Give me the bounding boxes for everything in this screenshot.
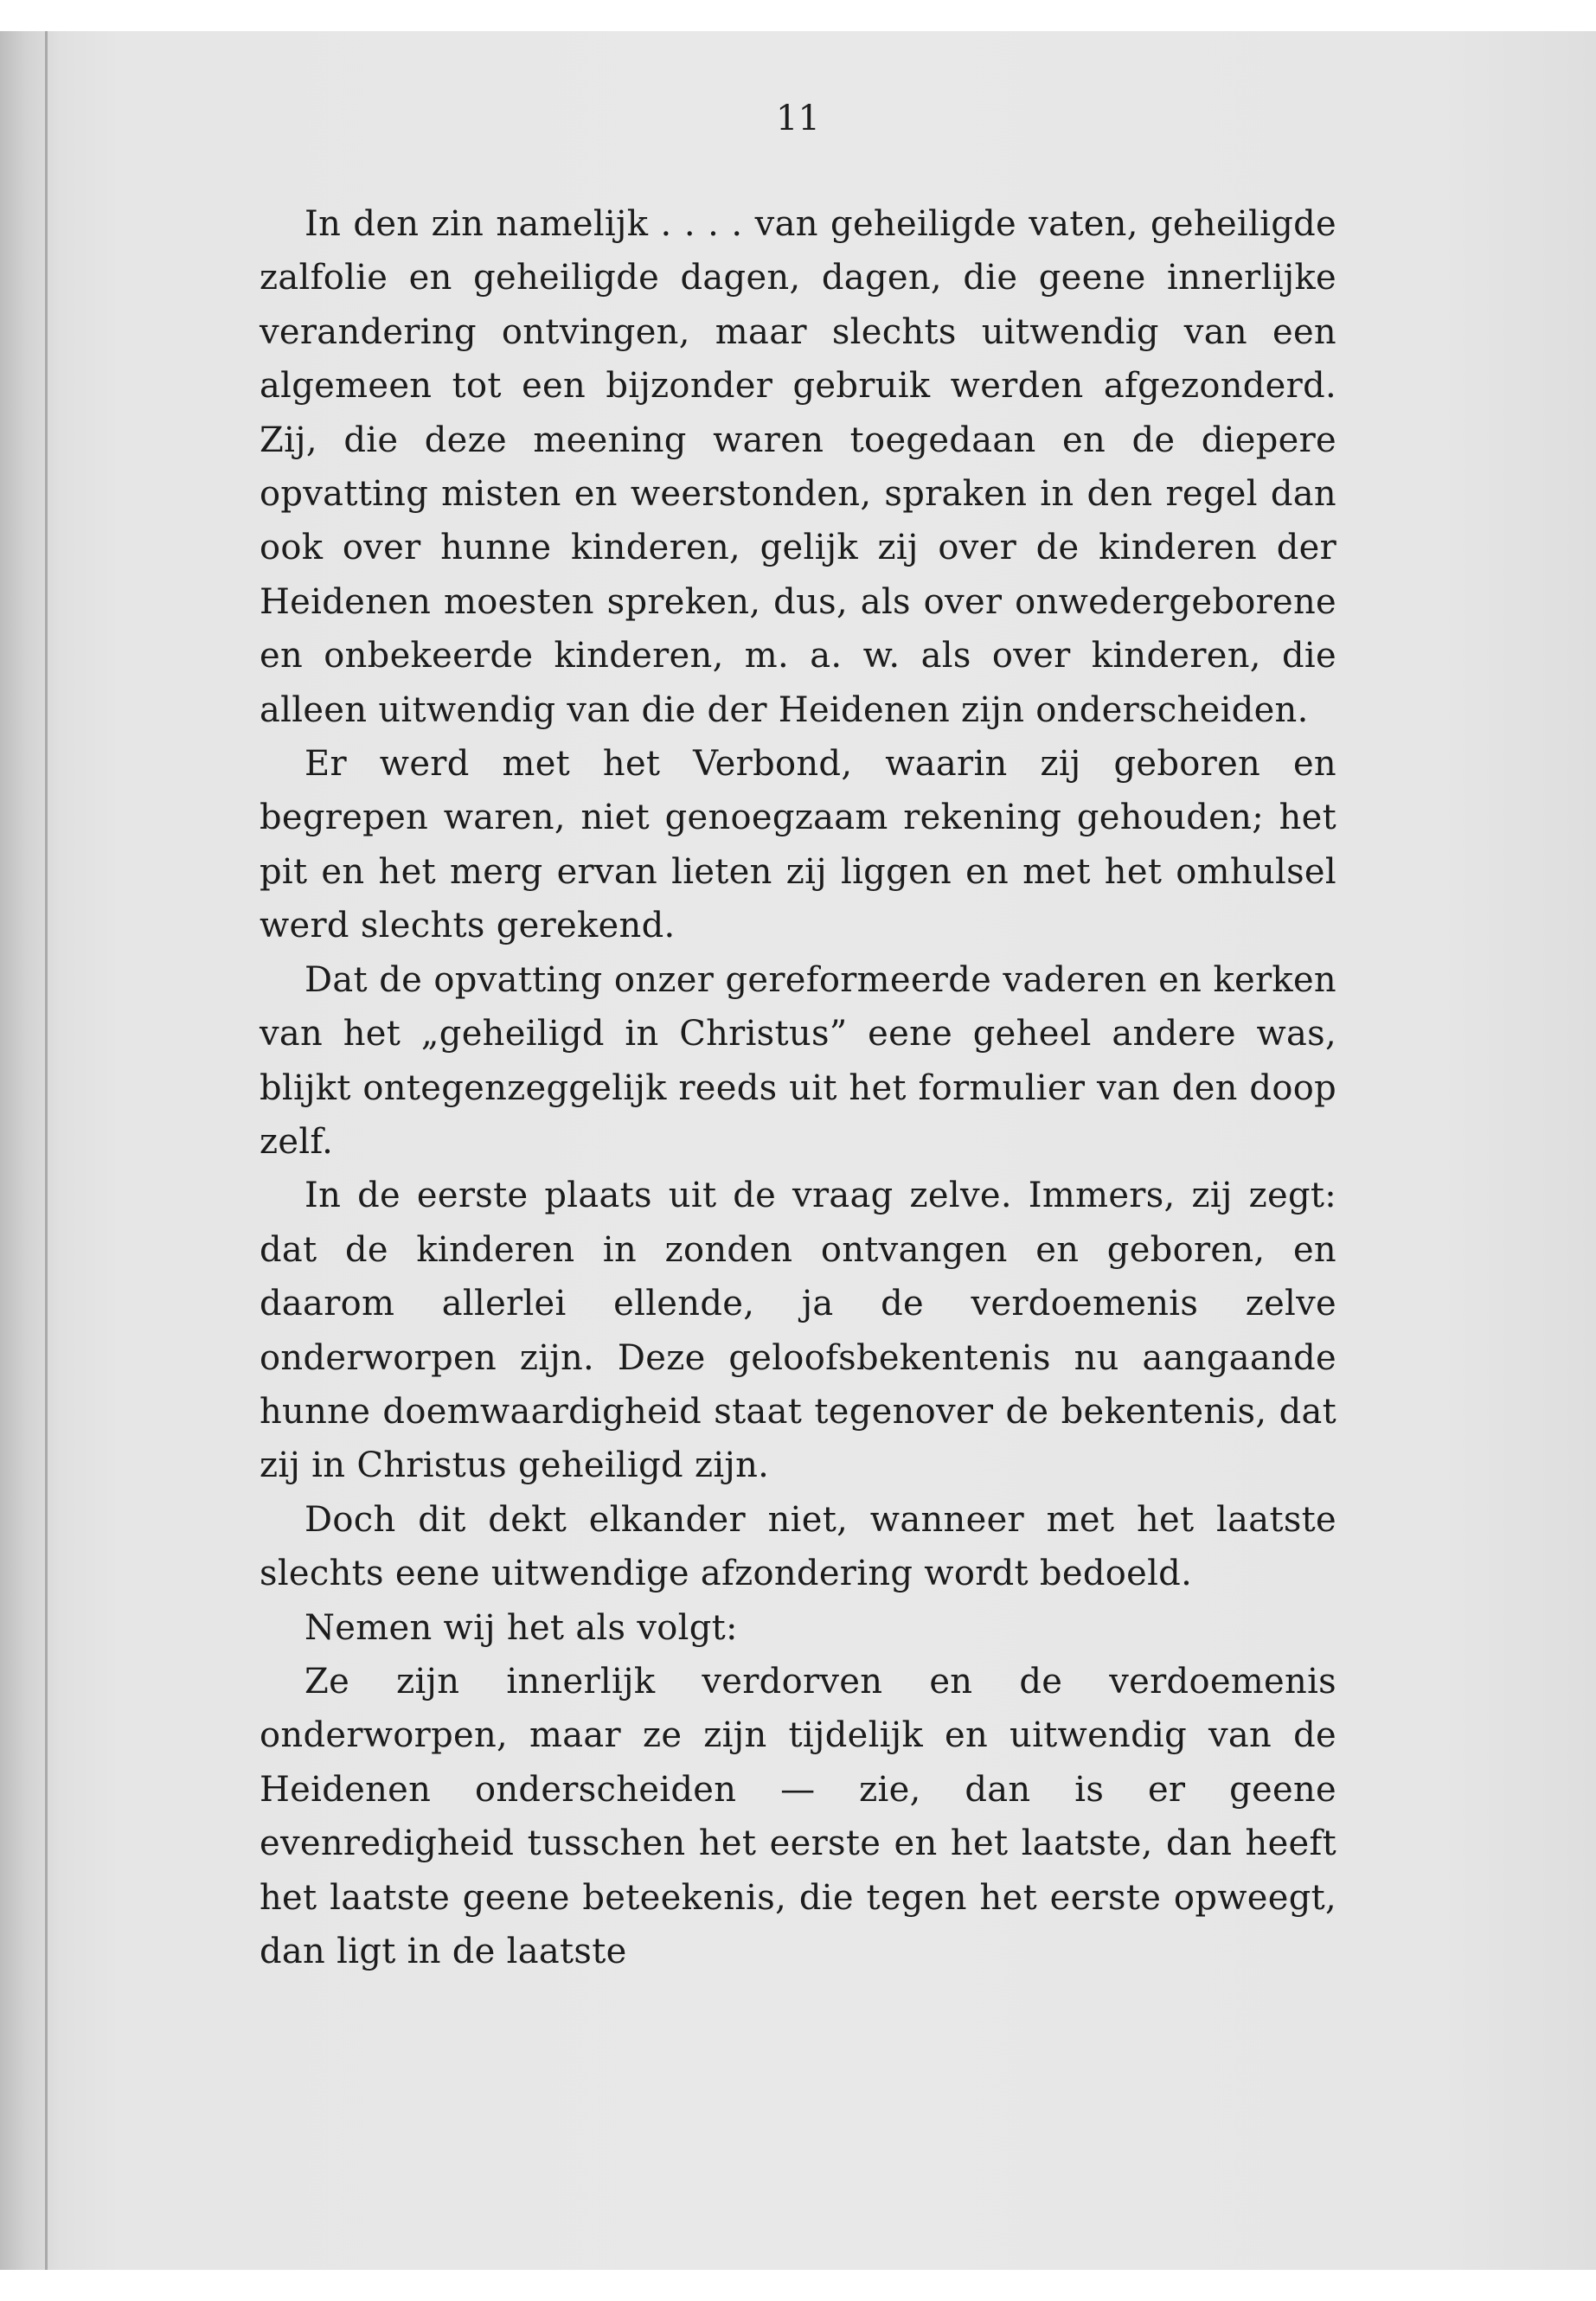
paragraph: In den zin namelijk . . . . van geheiligde vaten, geheiligde zalfolie en geheiligde dagen, dagen, die geene innerlijke verandering ontvingen, maar slechts uitwendig van een algemeen tot een bijzonder gebruik werden afgezonderd. Zij, die deze meening waren toegedaan en de diepere opvatting misten en weerstonden, spraken in den regel dan ook over hunne kinderen, gelijk zij over de kinderen der Heidenen moesten spreken, dus, als over onwedergeborene en onbekeerde kinderen, m. a. w. als over kinderen, die alleen uitwendig van die der Heidenen zijn onderscheiden. xyxy=(260,204,1336,730)
paragraph: Nemen wij het als volgt: xyxy=(304,1607,738,1648)
paragraph: Ze zijn innerlijk verdorven en de verdoemenis onderworpen, maar ze zijn tijdelijk en uitwendig van de Heidenen onderscheiden — zie, dan is er geene evenredigheid tusschen het eerste en het laatste, dan heeft het laatste geene beteekenis, die tegen het eerste opweegt, dan ligt in de laatste xyxy=(260,1661,1336,1971)
body-text xyxy=(260,197,1336,1978)
paragraph: Dat de opvatting onzer gereformeerde vaderen en kerken van het „geheiligd in Christus” eene geheel andere was, blijkt ontegenzeggelijk reeds uit het formulier van den doop zelf. xyxy=(260,959,1336,1162)
paragraph: Er werd met het Verbond, waarin zij geboren en begrepen waren, niet genoegzaam rekening gehouden; het pit en het merg ervan lieten zij liggen en met het omhulsel werd slechts gerekend. xyxy=(260,744,1336,946)
page-spine-shadow xyxy=(45,31,48,2270)
paragraph: Doch dit dekt elkander niet, wanneer met het laatste slechts eene uitwendige afzondering wordt bedoeld. xyxy=(260,1499,1336,1594)
book-page xyxy=(0,31,1596,2270)
page-number: 11 xyxy=(776,99,820,138)
paragraph: In de eerste plaats uit de vraag zelve. Immers, zij zegt: dat de kinderen in zonden ontvangen en geboren, en daarom allerlei ellende, ja de verdoemenis zelve onderworpen zijn. Deze geloofsbekentenis nu aangaande hunne doemwaardigheid staat tegenover de bekentenis, dat zij in Christus geheiligd zijn. xyxy=(260,1176,1336,1486)
